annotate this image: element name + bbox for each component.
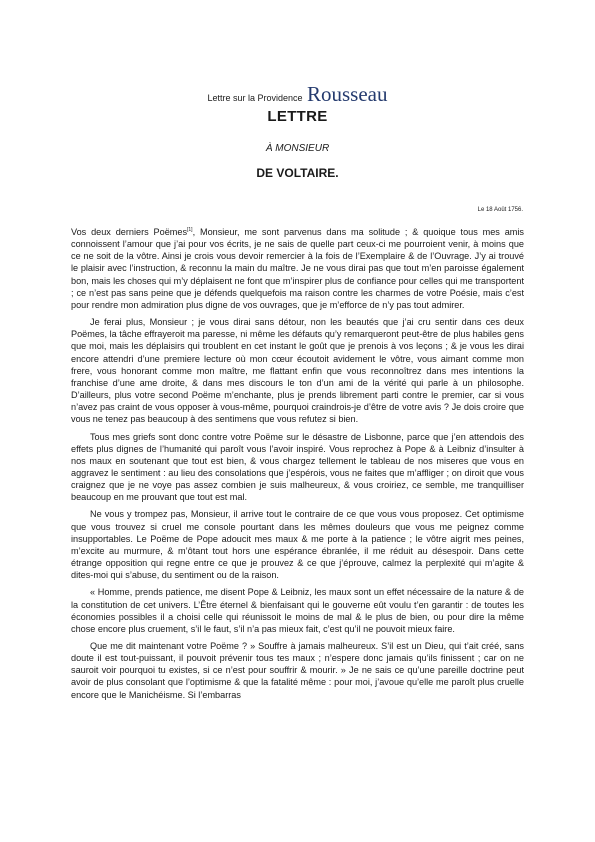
paragraph: Vos deux derniers Poëmes[1], Monsieur, me sont parvenus dans ma solitude ; & quoique tous mes amis connoissent l’amour que j’ai pour vos écrits, je ne sais de quelle part ceux-ci me pourroient venir, à moins que ce ne soit de la vôtre. Ainsi je crois vous devoir remercier à la fois de l’Exemplaire & de l’Ouvrage. J’y ai trouvé le plaisir avec l’instruction, & reconnu la main du maître. Je ne vous dirai pas que tout m’en paroisse également bon, mais les choses qui m’y déplaisent ne font que m’inspirer plus de confiance pour celles qui me transportent ; ce n’est pas sans peine que je défends quelquefois ma raison contre les charmes de votre Poésie, mais c’est pour rendre mon admiration plus digne de vos ouvrages, que je m’efforce de n’y pas tout admirer. [71, 226, 524, 310]
running-header [0, 82, 595, 107]
paragraph: Je ferai plus, Monsieur ; je vous dirai sans détour, non les beautés que j’ai cru sentir dans ces deux Poëmes, la tâche effrayeroit ma paresse, ni même les défauts qu’y remarqueront peut-être de plus habiles gens que moi, mais les déplaisirs qui troublent en cet instant le goût que je prenois à vos leçons ; & je vous les dirai encore attendri d’une premiere lecture où mon cœur écoutoit avidement le vôtre, vous aimant comme mon frere, vous honorant comme mon maître, me flattant enfin que vous reconnoîtrez dans mes intentions la franchise d’une ame droite, & dans mes discours le ton d’un ami de la vérité qui parle à un philosophe. D’ailleurs, plus votre second Poëme m’enchante, plus je prends librement parti contre le premier, car si vous n’avez pas craint de vous opposer à vous-même, pourquoi craindrois-je d’être de votre avis ? Je dois croire que vous ne tenez pas beaucoup à des sentimens que vous refutez si bien. [71, 317, 524, 425]
addressee-name: DE VOLTAIRE. [256, 166, 339, 180]
header-subtitle: Lettre sur la Providence [207, 93, 303, 103]
paragraph-text: Monsieur, me sont parvenus dans ma solitude ; & quoique tous mes amis connoissent l’amour que j’ai pour vos écrits, je ne sais de quelle part ceux-ci me pourroient venir, à moins que ce ne soit de la vôtre. Ainsi je crois vous devoir remercier à la fois de l’Exemplaire & de l’Ouvrage. J’y ai trouvé le plaisir avec l’instruction, & reconnu la main du maître. Je ne vous dirai pas que tout m’en paroisse également bon, mais les choses qui m’y déplaisent ne font que m’inspirer plus de confiance pour celles qui me transportent ; ce n’est pas sans peine que je défends quelquefois ma raison contre les charmes de votre Poésie, mais c’est pour rendre mon admiration plus digne de vos ouvrages, que je m’efforce de n’y pas tout admirer. [71, 227, 524, 310]
letter-body [71, 226, 524, 701]
opening-words: Vos deux derniers Poëmes [71, 227, 188, 237]
footnote-link[interactable]: [1] [187, 226, 193, 233]
paragraph: Ne vous y trompez pas, Monsieur, il arrive tout le contraire de ce que vous vous proposez. Cet optimisme que vous trouvez si cruel me console pourtant dans les mêmes douleurs que vous me peignez comme insupportables. Le Poëme de Pope adoucit mes maux & me porte à la patience ; le vôtre aigrit mes peines, m’excite au murmure, & m’ôtant tout hors une espérance ébranlée, il me réduit au désespoir. Dans cette étrange opposition qui regne entre ce que je prouvez & ce que j’éprouve, calmez la perplexité qui m’agite & dites-moi qui s’abuse, du sentiment ou de la raison. [71, 509, 524, 581]
letter-date: Le 18 Août 1756. [477, 207, 523, 213]
paragraph: Que me dit maintenant votre Poëme ? » Souffre à jamais malheureux. S’il est un Dieu, qui t’ait créé, sans doute il est tout-puissant, il pouvoit prévenir tous tes maux ; n’espere donc jamais qu’ils finissent ; car on ne sauroit voir pourquoi tu existes, si ce n’est pour souffrir & mourir. » Je ne sais ce qu’une pareille doctrine peut avoir de plus consolant que l’optimisme & que la fatalité même : pour moi, j’avoue qu’elle me paroît plus cruelle encore que le Manichéisme. Si l’embarras [71, 641, 524, 700]
document-title: LETTRE [267, 108, 328, 125]
paragraph: Tous mes griefs sont donc contre votre Poëme sur le désastre de Lisbonne, parce que j’en attendois des effets plus dignes de l’humanité qui paroît vous l’avoir inspiré. Vous reprochez à Pope & à Leibniz d’insulter à nos maux en soutenant que tout est bien, & vous chargez tellement le tableau de nos miseres que vous en aggravez le sentiment : au lieu des consolations que j’espérois, vous ne faites que m’affliger ; on diroit que vous craignez que je ne voye pas assez combien je suis malheureux, & vous croiriez, ce semble, me tranquilliser beaucoup en me prouvant que tout est mal. [71, 431, 524, 503]
header-author: Rousseau [307, 82, 388, 106]
addressee-line: À MONSIEUR [265, 143, 330, 154]
paragraph: « Homme, prends patience, me disent Pope & Leibniz, les maux sont un effet nécessaire de la nature & de la constitution de cet univers. L’Être éternel & bienfaisant qui le gouverne eût voulu t’en garantir : de toutes les économies possibles il a choisi celle qui réunissoit le moins de mal & le plus de bien, ou pour dire la même chose encore plus cruement, s’il le faut, s’il n’a pas mieux fait, c’est qu’il ne pouvoit mieux faire. [71, 587, 524, 634]
